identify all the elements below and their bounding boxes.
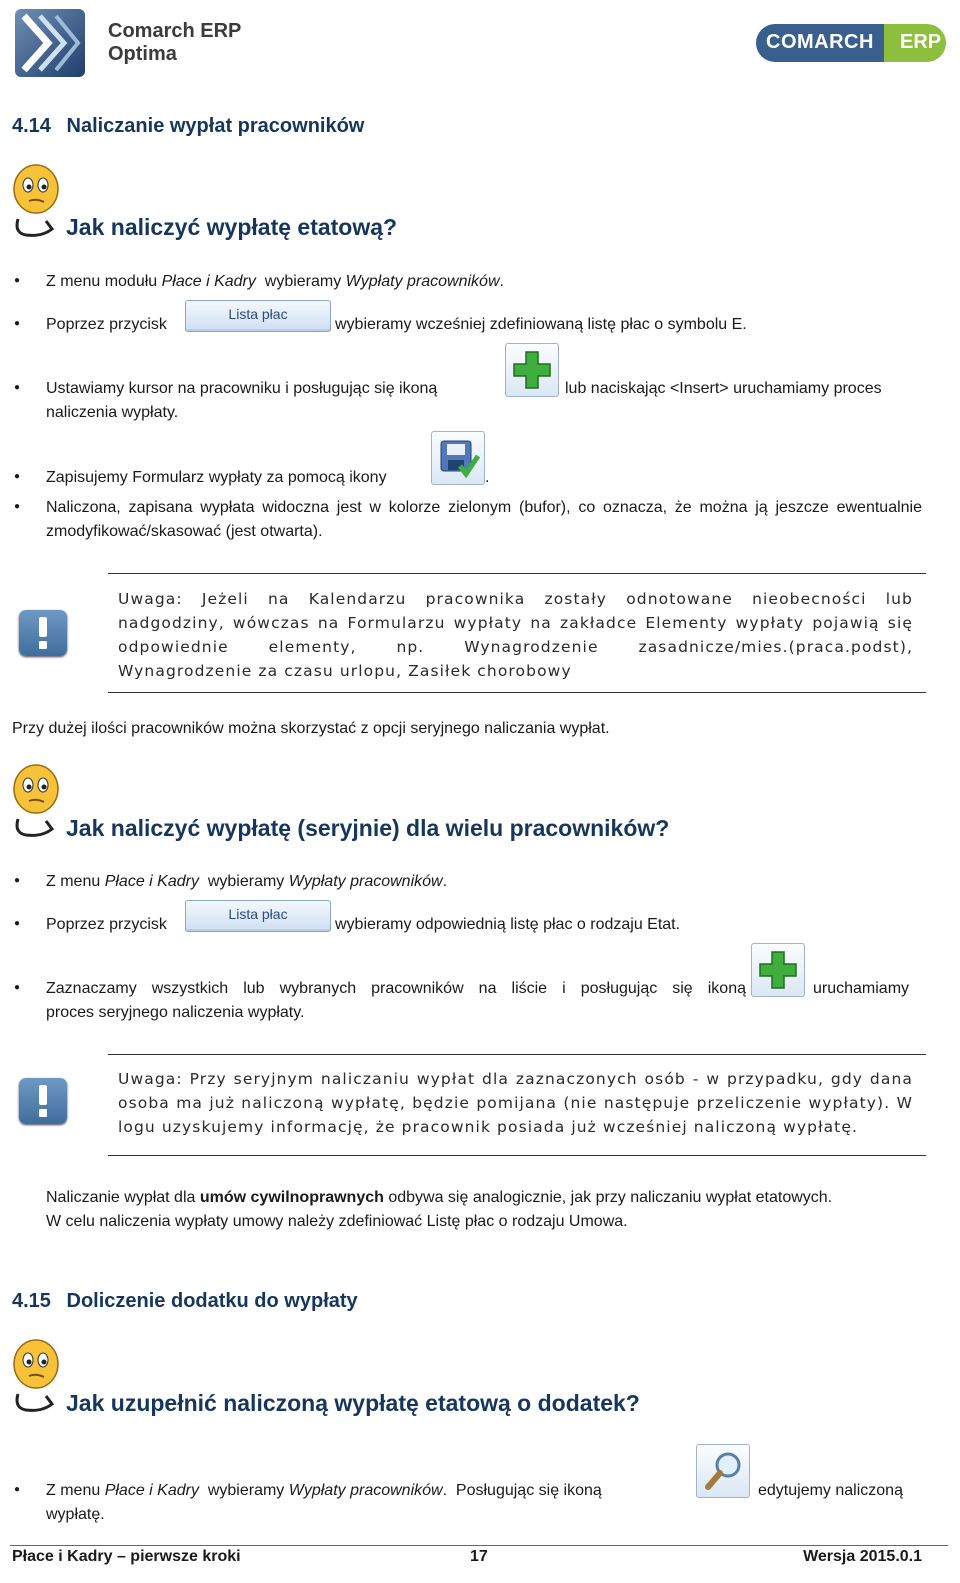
q1-bullet-3-post: lub naciskając <Insert> uruchamiamy proces — [565, 380, 882, 397]
comarch-logo-text: COMARCH — [766, 31, 874, 53]
green-plus-icon[interactable] — [505, 343, 559, 397]
lista-plac-button[interactable]: Lista płac — [185, 900, 331, 932]
paragraph-serial-payroll: Przy dużej ilości pracowników można skorzystać z opcji seryjnego naliczania wypłat. — [12, 720, 610, 737]
green-plus-icon[interactable] — [751, 943, 805, 997]
question-heading-2: Jak naliczyć wypłatę (seryjnie) dla wielu pracowników? — [66, 815, 670, 841]
note-text-1: Uwaga: Jeżeli na Kalendarzu pracownika zostały odnotowane nieobecności lub nadgodziny, wówczas na Formularzu wypłaty na zakładce Elementy wypłaty pojawią się odpowiednie elementy, np. Wynagrodzenie zasadnicze/mies.(praca.podst), Wynagrodzenie za czasu urlopu, Zasiłek chorobowy — [118, 590, 913, 680]
q1-bullet-5: Naliczona, zapisana wypłata widoczna jest w kolorze zielonym (bufor), co oznacza, że można ją jeszcze ewentualnie zmodyfikować/skasować (jest otwarta). — [46, 499, 922, 540]
footer-rule — [10, 1545, 948, 1546]
optima-logo-icon — [14, 8, 86, 78]
q2-bullet-1: Z menu Płace i Kadry wybieramy Wypłaty pracowników. — [46, 873, 448, 890]
bullet-icon: ● — [14, 501, 21, 512]
brand-name-line1: Comarch ERP — [108, 20, 242, 42]
section-heading-4-14 — [12, 115, 364, 138]
q1-bullet-2-post: wybieramy wcześniej zdefiniowaną listę płac o symbolu E. — [335, 316, 747, 333]
bullet-icon: ● — [14, 318, 21, 329]
comarch-erp-logo — [756, 24, 946, 62]
thinking-face-icon — [12, 163, 64, 241]
q1-bullet-3-pre: Ustawiamy kursor na pracowniku i posługując się ikoną — [46, 380, 438, 397]
erp-logo-text: ERP — [900, 31, 942, 53]
thinking-face-icon — [12, 763, 64, 841]
paragraph-civil-contracts-line2: W celu naliczenia wypłaty umowy należy zdefiniować Listę płac o rodzaju Umowa. — [46, 1213, 628, 1230]
q1-bullet-4-post: . — [485, 469, 490, 486]
question-heading-3: Jak uzupełnić naliczoną wypłatę etatową o dodatek? — [66, 1390, 640, 1416]
q1-bullet-1: Z menu modułu Płace i Kadry wybieramy Wypłaty pracowników. — [46, 273, 504, 290]
lista-plac-button[interactable]: Lista płac — [185, 300, 331, 332]
exclamation-icon — [19, 610, 67, 656]
footer-version: Wersja 2015.0.1 — [803, 1548, 922, 1565]
bullet-icon: ● — [14, 918, 21, 929]
q2-bullet-2-post: wybieramy odpowiednią listę płac o rodzaju Etat. — [335, 916, 681, 933]
q1-bullet-2-pre: Poprzez przycisk — [46, 316, 167, 333]
thinking-face-icon — [12, 1338, 64, 1416]
q1-bullet-3-line2: naliczenia wypłaty. — [46, 404, 179, 421]
note-text-2: Uwaga: Przy seryjnym naliczaniu wypłat dla zaznaczonych osób - w przypadku, gdy dana osoba ma już naliczoną wypłatę, będzie pomijana (nie następuje przeliczenie wypłaty). W logu uzyskujemy informację, że pracownik posiada już wcześniej naliczoną wypłatę. — [118, 1070, 913, 1136]
bullet-icon: ● — [14, 875, 21, 886]
q2-bullet-2-pre: Poprzez przycisk — [46, 916, 167, 933]
q2-bullet-3-post: uruchamiamy — [813, 980, 910, 997]
q1-bullet-4-pre: Zapisujemy Formularz wypłaty za pomocą ikony — [46, 469, 387, 486]
bullet-icon: ● — [14, 982, 21, 993]
magnifier-icon[interactable] — [696, 1444, 750, 1498]
q3-bullet-1: Z menu Płace i Kadry wybieramy Wypłaty pracowników. Posługując się ikoną — [46, 1482, 602, 1499]
footer-left: Płace i Kadry – pierwsze kroki — [12, 1548, 241, 1565]
bullet-icon: ● — [14, 471, 21, 482]
section-title: Doliczenie dodatku do wypłaty — [66, 1290, 358, 1312]
q2-bullet-3-pre: Zaznaczamy wszystkich lub wybranych pracowników na liście i posługując się ikoną — [46, 980, 746, 997]
bullet-icon: ● — [14, 382, 21, 393]
save-disk-icon[interactable] — [431, 431, 485, 485]
section-heading-4-15 — [12, 1290, 358, 1313]
footer-page-number: 17 — [470, 1548, 488, 1565]
brand-name-line2: Optima — [108, 43, 177, 65]
question-heading-1: Jak naliczyć wypłatę etatową? — [66, 214, 398, 240]
q3-bullet-1-line2: wypłatę. — [46, 1506, 105, 1523]
section-title: Naliczanie wypłat pracowników — [66, 115, 365, 137]
section-number: 4.15 — [12, 1290, 51, 1312]
paragraph-civil-contracts: Naliczanie wypłat dla umów cywilnoprawnych odbywa się analogicznie, jak przy naliczaniu wypłat etatowych. — [46, 1189, 833, 1206]
q3-bullet-1-post: edytujemy naliczoną — [758, 1482, 903, 1499]
bullet-icon: ● — [14, 1484, 21, 1495]
q2-bullet-3-line2: proces seryjnego naliczenia wypłaty. — [46, 1004, 305, 1021]
bullet-icon: ● — [14, 275, 21, 286]
exclamation-icon — [19, 1078, 67, 1124]
section-number: 4.14 — [12, 115, 51, 137]
